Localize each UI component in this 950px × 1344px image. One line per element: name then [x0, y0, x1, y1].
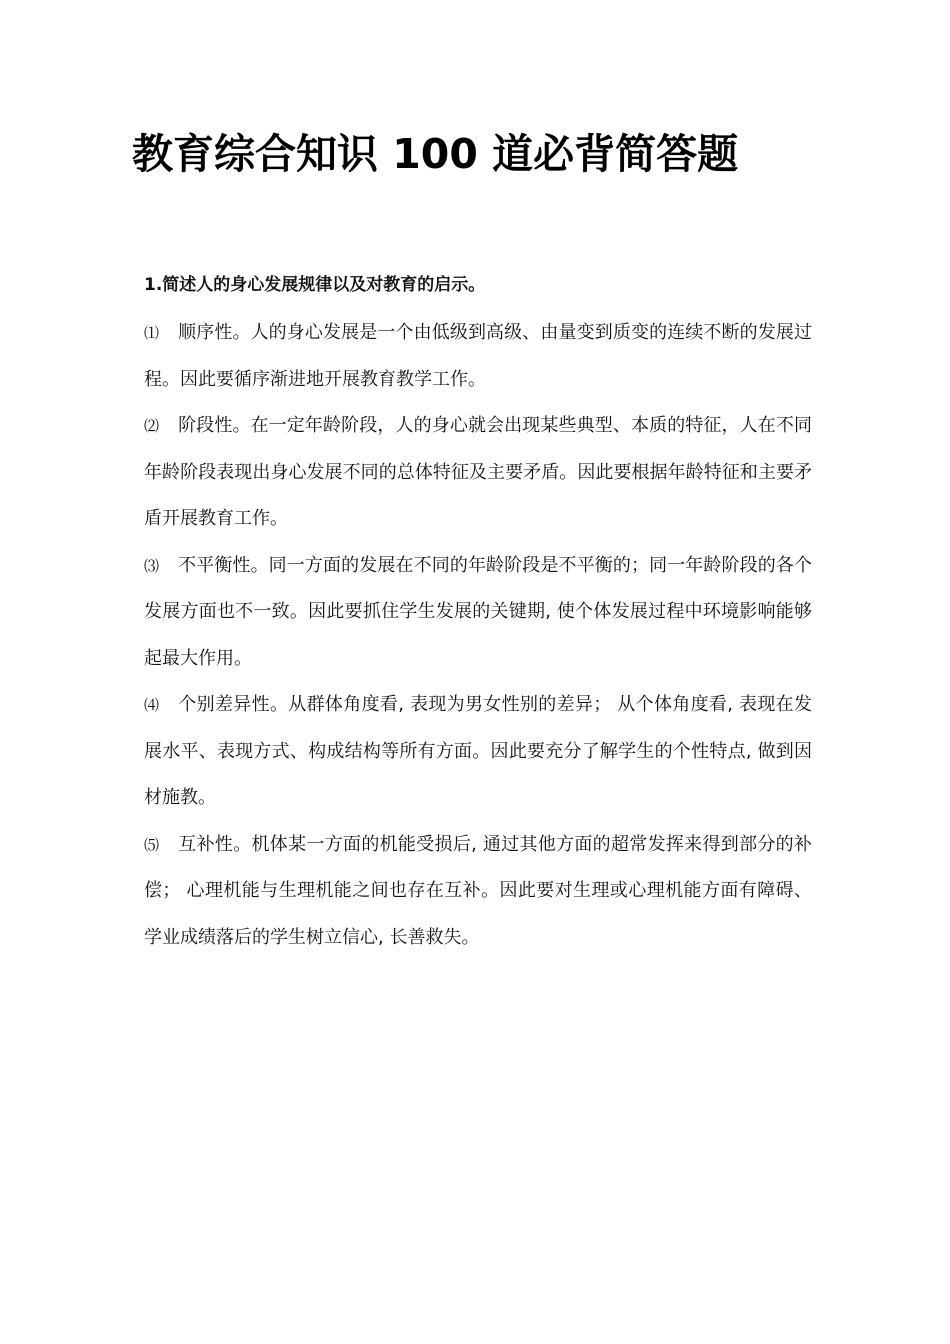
answer-item-5 [144, 822, 812, 962]
answer-number: ⑷ [144, 696, 158, 714]
answer-number: ⑵ [144, 417, 158, 435]
answer-text: 个别差异性。从群体角度看, 表现为男女性别的差异； 从个体角度看, 表现在发展水平、表现方式、构成结构等所有方面。因此要充分了解学生的个性特点, 做到因材施教。 [144, 694, 812, 808]
answer-item-1 [144, 310, 812, 403]
answer-text: 互补性。机体某一方面的机能受损后, 通过其他方面的超常发挥来得到部分的补偿； 心理机能与生理机能之间也存在互补。因此要对生理或心理机能方面有障碍、学业成绩落后的学生树立信心, 长善救失。 [144, 833, 812, 948]
answer-text: 顺序性。人的身心发展是一个由低级到高级、由量变到质变的连续不断的发展过程。因此要循序渐进地开展教育教学工作。 [144, 322, 812, 390]
answer-number: ⑴ [144, 324, 158, 342]
answer-number: ⑶ [144, 556, 158, 575]
document-title: 教育综合知识 100 道必背简答题 [132, 130, 739, 178]
answer-item-2 [144, 403, 812, 543]
answer-text: 不平衡性。同一方面的发展在不同的年龄阶段是不平衡的；同一年龄阶段的各个发展方面也不一致。因此要抓住学生发展的关键期, 使个体发展过程中环境影响能够起最大作用。 [144, 554, 812, 669]
answer-item-3 [144, 543, 812, 683]
question-heading: 1.简述人的身心发展规律以及对教育的启示。 [144, 275, 486, 295]
answer-item-4 [144, 682, 812, 822]
answer-number: ⑸ [144, 835, 158, 854]
question-block [144, 268, 812, 961]
answer-text: 阶段性。在一定年龄阶段，人的身心就会出现某些典型、本质的特征，人在不同年龄阶段表现出身心发展不同的总体特征及主要矛盾。因此要根据年龄特征和主要矛盾开展教育工作。 [144, 415, 812, 529]
